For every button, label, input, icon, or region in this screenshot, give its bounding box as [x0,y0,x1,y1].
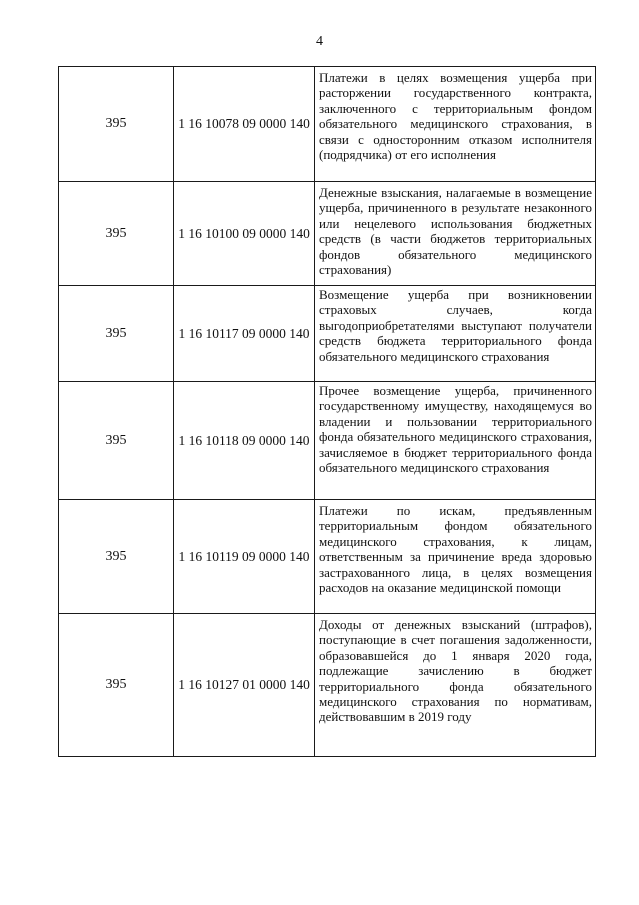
admin-code-cell: 395 [59,614,174,757]
budget-code-cell: 1 16 10118 09 0000 140 [174,382,315,500]
table-row [59,382,596,500]
table-row [59,286,596,382]
admin-code-cell: 395 [59,67,174,182]
budget-code-cell: 1 16 10119 09 0000 140 [174,500,315,614]
description-cell: Платежи в целях возмещения ущерба при расторжении государственного контракта, заключенного с территориальным фондом обязательного медицинского страхования, в связи с односторонним отказом исполнителя (подрядчика) от его исполнения [315,67,596,182]
admin-code-cell: 395 [59,182,174,286]
table-row [59,500,596,614]
budget-code-cell: 1 16 10100 09 0000 140 [174,182,315,286]
table-row [59,67,596,182]
admin-code-cell: 395 [59,500,174,614]
page-number: 4 [316,34,323,49]
description-cell: Возмещение ущерба при возникновении страховых случаев, когда выгодоприобретателями выступают получатели средств бюджета территориального фонда обязательного медицинского страхования [315,286,596,382]
admin-code-cell: 395 [59,382,174,500]
budget-code-cell: 1 16 10117 09 0000 140 [174,286,315,382]
table-row [59,182,596,286]
table-row [59,614,596,757]
revenue-codes-table [58,66,596,757]
description-cell: Доходы от денежных взысканий (штрафов), поступающие в счет погашения задолженности, образовавшейся до 1 января 2020 года, подлежащие зачислению в бюджет территориального фонда обязательного медицинского страхования по нормативам, действовавшим в 2019 году [315,614,596,757]
budget-code-cell: 1 16 10078 09 0000 140 [174,67,315,182]
budget-code-cell: 1 16 10127 01 0000 140 [174,614,315,757]
description-cell: Платежи по искам, предъявленным территориальным фондом обязательного медицинского страхования, к лицам, ответственным за причинение вреда здоровью застрахованного лица, в целях возмещения расходов на оказание медицинской помощи [315,500,596,614]
description-cell: Прочее возмещение ущерба, причиненного государственному имуществу, находящемуся во владении и пользовании территориального фонда обязательного медицинского страхования, зачисляемое в бюджет территориального фонда обязательного медицинского страхования [315,382,596,500]
admin-code-cell: 395 [59,286,174,382]
description-cell: Денежные взыскания, налагаемые в возмещение ущерба, причиненного в результате незаконного или нецелевого использования бюджетных средств (в части бюджетов территориальных фондов обязательного медицинского страхования) [315,182,596,286]
